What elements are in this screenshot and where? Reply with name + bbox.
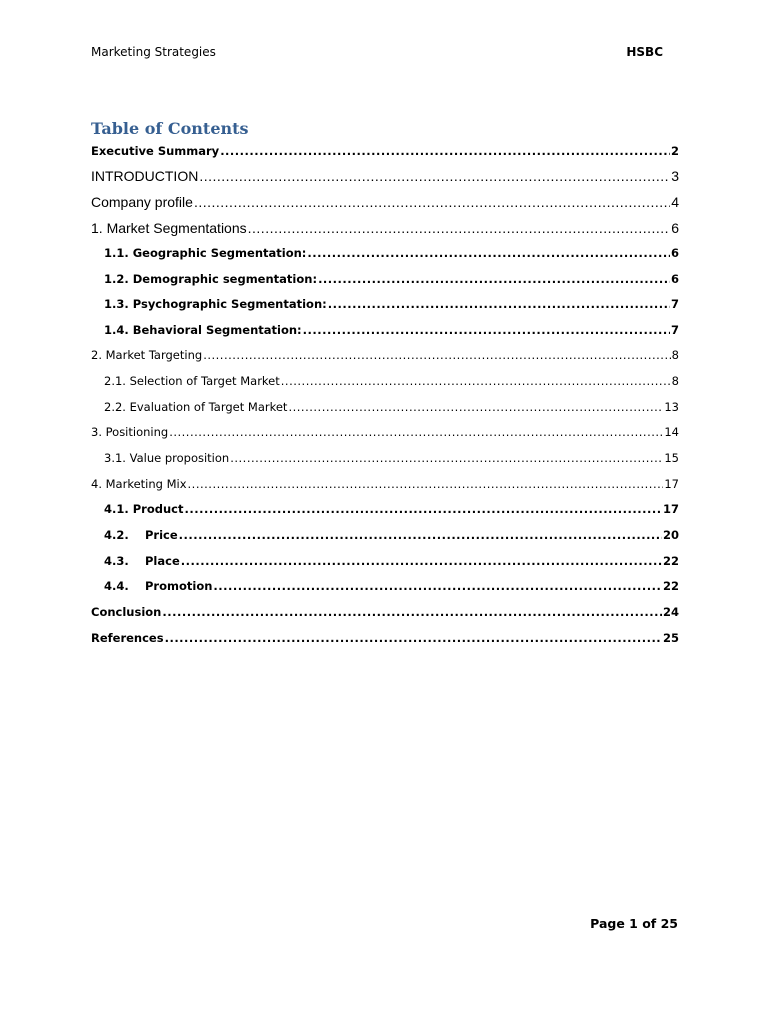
toc-leader-dots (288, 403, 663, 415)
toc-leader-dots (188, 480, 664, 492)
toc-leader-dots (203, 351, 670, 363)
toc-entry-page: 20 (662, 528, 679, 542)
toc-entry-label: 3. Positioning (91, 425, 169, 439)
toc-leader-dots (248, 222, 671, 236)
toc-entry-evaluation-of-target-market[interactable] (104, 400, 679, 414)
toc-leader-dots (184, 505, 662, 517)
page-number-footer: Page 1 of 25 (590, 916, 678, 931)
toc-leader-dots (165, 634, 662, 646)
toc-leader-dots (307, 249, 670, 261)
toc-entry-label: 3.1. Value proposition (104, 451, 230, 465)
toc-entry-positioning[interactable] (91, 425, 679, 439)
toc-leader-dots (194, 196, 670, 210)
toc-entry-label: Company profile (91, 194, 193, 210)
toc-entry-product[interactable] (104, 502, 679, 516)
toc-entry-page: 2 (670, 144, 679, 158)
toc-entry-references[interactable] (91, 631, 679, 645)
toc-entry-page: 15 (664, 451, 679, 465)
toc-entry-market-segmentations[interactable] (91, 220, 679, 236)
toc-entry-company-profile[interactable] (91, 194, 679, 210)
toc-leader-dots (318, 275, 670, 287)
toc-entry-page: 7 (670, 323, 679, 337)
toc-entry-label: 2.2. Evaluation of Target Market (104, 400, 288, 414)
toc-entry-marketing-mix[interactable] (91, 477, 679, 491)
toc-entry-page: 22 (662, 554, 679, 568)
toc-entry-promotion[interactable] (104, 579, 679, 593)
toc-entry-place[interactable] (104, 554, 679, 568)
toc-entry-label: 2. Market Targeting (91, 348, 203, 362)
toc-entry-label: 2.1. Selection of Target Market (104, 374, 280, 388)
toc-entry-behavioral-segmentation[interactable] (104, 323, 679, 337)
toc-entry-page: 7 (670, 297, 679, 311)
toc-entry-label: Executive Summary (91, 144, 220, 158)
toc-entry-number: 4.4. (104, 579, 129, 593)
toc-entry-page: 24 (662, 605, 679, 619)
toc-leader-dots (179, 531, 662, 543)
toc-entry-value-proposition[interactable] (104, 451, 679, 465)
toc-entry-price[interactable] (104, 528, 679, 542)
toc-entry-label: 1.2. Demographic segmentation: (104, 272, 318, 286)
toc-entry-number: 4.2. (104, 528, 129, 542)
toc-entry-label: 1.1. Geographic Segmentation: (104, 246, 307, 260)
toc-entry-page: 8 (671, 374, 679, 388)
toc-entry-number: 4.3. (104, 554, 129, 568)
toc-entry-introduction[interactable] (91, 168, 679, 184)
toc-entry-page: 8 (671, 348, 679, 362)
toc-entry-page: 3 (671, 168, 679, 184)
toc-entry-label: Conclusion (91, 605, 162, 619)
toc-leader-dots (181, 557, 662, 569)
toc-entry-executive-summary[interactable] (91, 144, 679, 158)
toc-entry-label: Price (145, 528, 178, 542)
toc-leader-dots (328, 300, 670, 312)
toc-leader-dots (220, 147, 670, 159)
toc-entry-psychographic-segmentation[interactable] (104, 297, 679, 311)
toc-entry-page: 6 (671, 220, 679, 236)
toc-entry-page: 14 (664, 425, 679, 439)
toc-entry-selection-of-target-market[interactable] (104, 374, 679, 388)
header-title: Marketing Strategies (91, 45, 216, 59)
toc-entry-page: 13 (664, 400, 679, 414)
toc-entry-demographic-segmentation[interactable] (104, 272, 679, 286)
toc-entry-page: 17 (664, 477, 679, 491)
toc-leader-dots (213, 582, 662, 594)
toc-entry-geographic-segmentation[interactable] (104, 246, 679, 260)
toc-entry-label: 1. Market Segmentations (91, 220, 247, 236)
toc-entry-label: Place (145, 554, 180, 568)
toc-entry-page: 6 (670, 272, 679, 286)
toc-leader-dots (162, 608, 662, 620)
toc-leader-dots (230, 454, 663, 466)
toc-entry-label: 1.4. Behavioral Segmentation: (104, 323, 302, 337)
toc-entry-label: Promotion (145, 579, 213, 593)
toc-entry-page: 6 (670, 246, 679, 260)
toc-leader-dots (303, 326, 670, 338)
toc-entry-label: References (91, 631, 164, 645)
toc-entry-page: 4 (671, 194, 679, 210)
toc-entry-label: 4. Marketing Mix (91, 477, 187, 491)
toc-entry-page: 22 (662, 579, 679, 593)
toc-entry-label: 4.1. Product (104, 502, 184, 516)
toc-entry-conclusion[interactable] (91, 605, 679, 619)
toc-entry-page: 17 (662, 502, 679, 516)
toc-entry-page: 25 (662, 631, 679, 645)
toc-entry-label: 1.3. Psychographic Segmentation: (104, 297, 327, 311)
header-company: HSBC (626, 45, 663, 59)
toc-entry-market-targeting[interactable] (91, 348, 679, 362)
toc-title: Table of Contents (91, 119, 249, 138)
toc-leader-dots (169, 428, 663, 440)
toc-leader-dots (281, 377, 671, 389)
toc-entry-label: INTRODUCTION (91, 168, 199, 184)
toc-leader-dots (199, 170, 670, 184)
